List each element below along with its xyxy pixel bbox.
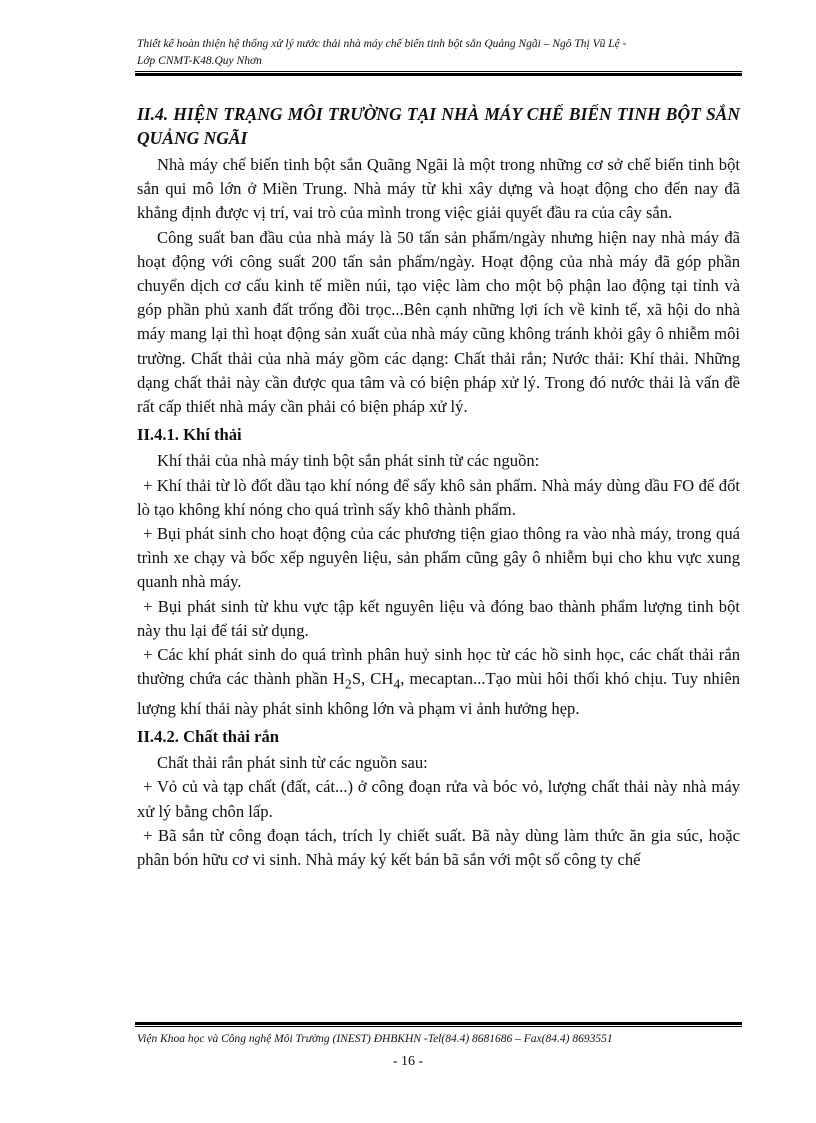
page-number: - 16 - xyxy=(392,1054,424,1069)
header-rule xyxy=(135,71,742,76)
running-footer: Viện Khoa học và Công nghệ Môi Trường (INEST) ĐHBKHN -Tel(84.4) 8681686 – Fax(84.4) 8693551 xyxy=(137,1033,613,1045)
paragraph-capacity: Công suất ban đầu của nhà máy là 50 tấn sản phẩm/ngày nhưng hiện nay nhà máy đã hoạt động với công suất 200 tấn sản phẩm/ngày. Hoạt động của nhà máy đã góp phần chuyển dịch cơ cấu kinh tế miền núi, tạo việc làm cho một bộ phận lao động tại tỉnh và góp phần phủ xanh đất trống đồi trọc...Bên cạnh những lợi ích về kinh tế, xã hội do nhà máy mang lại thì hoạt động sản xuất của nhà máy cũng không tránh khỏi gây ô nhiễm môi trường. Chất thải của nhà máy gồm các dạng: Chất thải rắn; Nước thải: Khí thải. Những dạng chất thải này cần được qua tâm và có biện pháp xử lý. Trong đó nước thải là vấn đề rất cấp thiết nhà máy cần phải có biện pháp xử lý. xyxy=(137,227,740,417)
header-line-1: Thiết kế hoàn thiện hệ thống xử lý nước thải nhà máy chế biến tinh bột sắn Quảng Ngãi – Ngô Thị Vũ Lệ - xyxy=(137,38,627,50)
solid-waste-intro: Chất thải rắn phát sinh từ các nguồn sau: xyxy=(157,753,428,773)
list-item-text: , mecaptan...Tạo mùi hôi thối khó chịu. Tuy nhiên lượng khí thải này phát sinh không lớn và phạm vi ảnh hưởng hẹp. xyxy=(137,669,741,718)
list-item: + Khí thải từ lò đốt dầu tạo khí nóng để sấy khô sản phẩm. Nhà máy dùng dầu FO để đốt lò tạo không khí nóng cho quá trình sấy khô thành phẩm. xyxy=(137,475,740,519)
subscript: 2 xyxy=(344,676,352,692)
subsection-heading-emissions: II.4.1. Khí thải xyxy=(137,425,242,445)
emissions-intro: Khí thải của nhà máy tinh bột sắn phát sinh từ các nguồn: xyxy=(157,451,540,471)
list-item-text: S, CH xyxy=(351,669,394,689)
list-item: + Vỏ củ và tạp chất (đất, cát...) ở công đoạn rửa và bóc vỏ, lượng chất thải này nhà máy xử lý bằng chôn lấp. xyxy=(137,777,740,821)
list-item-text: + Các khí phát sinh do quá trình phân huỷ sinh học từ các hồ sinh học, các chất thải rắn thường chứa các thành phần H xyxy=(137,645,740,689)
footer-rule xyxy=(135,1022,742,1027)
running-header xyxy=(137,36,742,70)
main-content xyxy=(137,102,740,872)
list-item: + Bụi phát sinh từ khu vực tập kết nguyên liệu và đóng bao thành phẩm lượng tinh bột này thu lại để tái sử dụng. xyxy=(137,596,740,640)
list-item xyxy=(137,643,740,721)
list-item: + Bụi phát sinh cho hoạt động của các phương tiện giao thông ra vào nhà máy, trong quá trình xe chạy và bốc xếp nguyên liệu, sản phẩm cũng gây ô nhiễm bụi cho khu vực xung quanh nhà máy. xyxy=(137,524,740,592)
list-item: + Bã sắn từ công đoạn tách, trích ly chiết suất. Bã này dùng làm thức ăn gia súc, hoặc phân bón hữu cơ vi sinh. Nhà máy ký kết bán bã sắn với một số công ty chế xyxy=(137,825,740,869)
paragraph-intro: Nhà máy chế biến tinh bột sắn Quãng Ngãi là một trong những cơ sở chế biến tinh bột sắn qui mô lớn ở Miền Trung. Nhà máy từ khi xây dựng và hoạt động cho đến nay đã khẳng định được vị trí, vai trò của mình trong việc giải quyết đầu ra của cây sắn. xyxy=(137,155,740,223)
section-heading: II.4. HIỆN TRẠNG MÔI TRƯỜNG TẠI NHÀ MÁY CHẾ BIẾN TINH BỘT SẮN QUẢNG NGÃI xyxy=(137,104,740,148)
header-line-2: Lớp CNMT-K48.Quy Nhơn xyxy=(137,55,262,67)
subscript: 4 xyxy=(393,676,401,692)
subsection-heading-solid-waste: II.4.2. Chất thải rắn xyxy=(137,726,279,746)
